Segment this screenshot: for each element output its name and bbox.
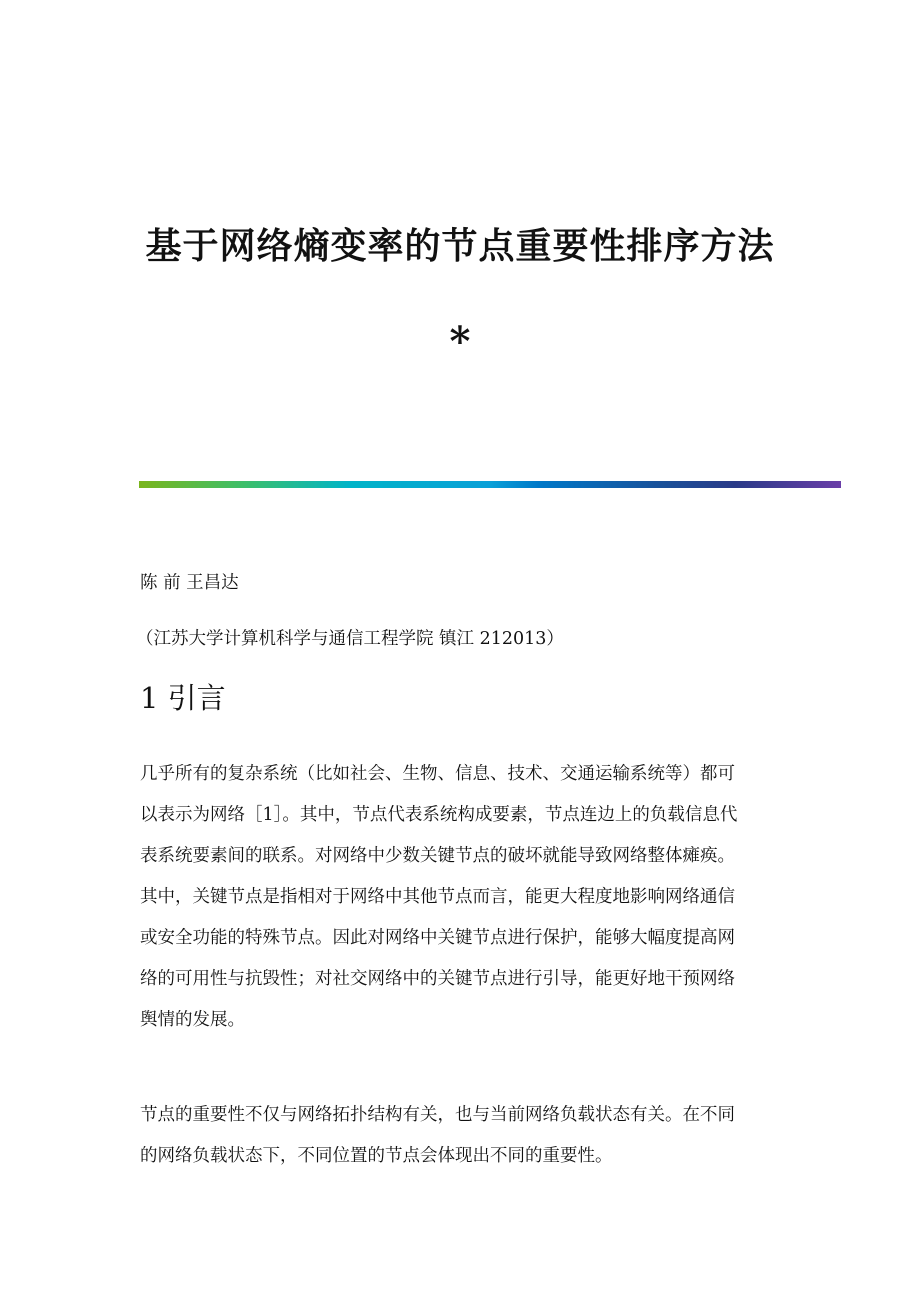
paragraph-line: 以表示为网络［1］。其中，节点代表系统构成要素，节点连边上的负载信息代	[140, 805, 738, 825]
paragraph-line: 几乎所有的复杂系统（比如社会、生物、信息、技术、交通运输系统等）都可	[140, 764, 735, 784]
title-footnote-mark: *	[449, 318, 471, 365]
paragraph-line: 舆情的发展。	[140, 1010, 245, 1030]
paragraph-line: 其中，关键节点是指相对于网络中其他节点而言，能更大程度地影响网络通信	[140, 887, 735, 907]
affiliation: （江苏大学计算机科学与通信工程学院 镇江 212013）	[136, 629, 564, 649]
section-heading: 1 引言	[140, 681, 226, 715]
paragraph-line: 节点的重要性不仅与网络拓扑结构有关，也与当前网络负载状态有关。在不同	[140, 1105, 735, 1125]
paragraph-line: 表系统要素间的联系。对网络中少数关键节点的破坏就能导致网络整体瘫痪。	[140, 846, 735, 866]
gradient-divider	[139, 481, 841, 488]
authors: 陈 前 王昌达	[140, 573, 239, 593]
document-title: 基于网络熵变率的节点重要性排序方法	[145, 225, 775, 267]
paragraph-line: 络的可用性与抗毁性；对社交网络中的关键节点进行引导，能更好地干预网络	[140, 969, 735, 989]
paragraph-line: 或安全功能的特殊节点。因此对网络中关键节点进行保护，能够大幅度提高网	[140, 928, 735, 948]
paragraph-line: 的网络负载状态下，不同位置的节点会体现出不同的重要性。	[140, 1146, 613, 1166]
